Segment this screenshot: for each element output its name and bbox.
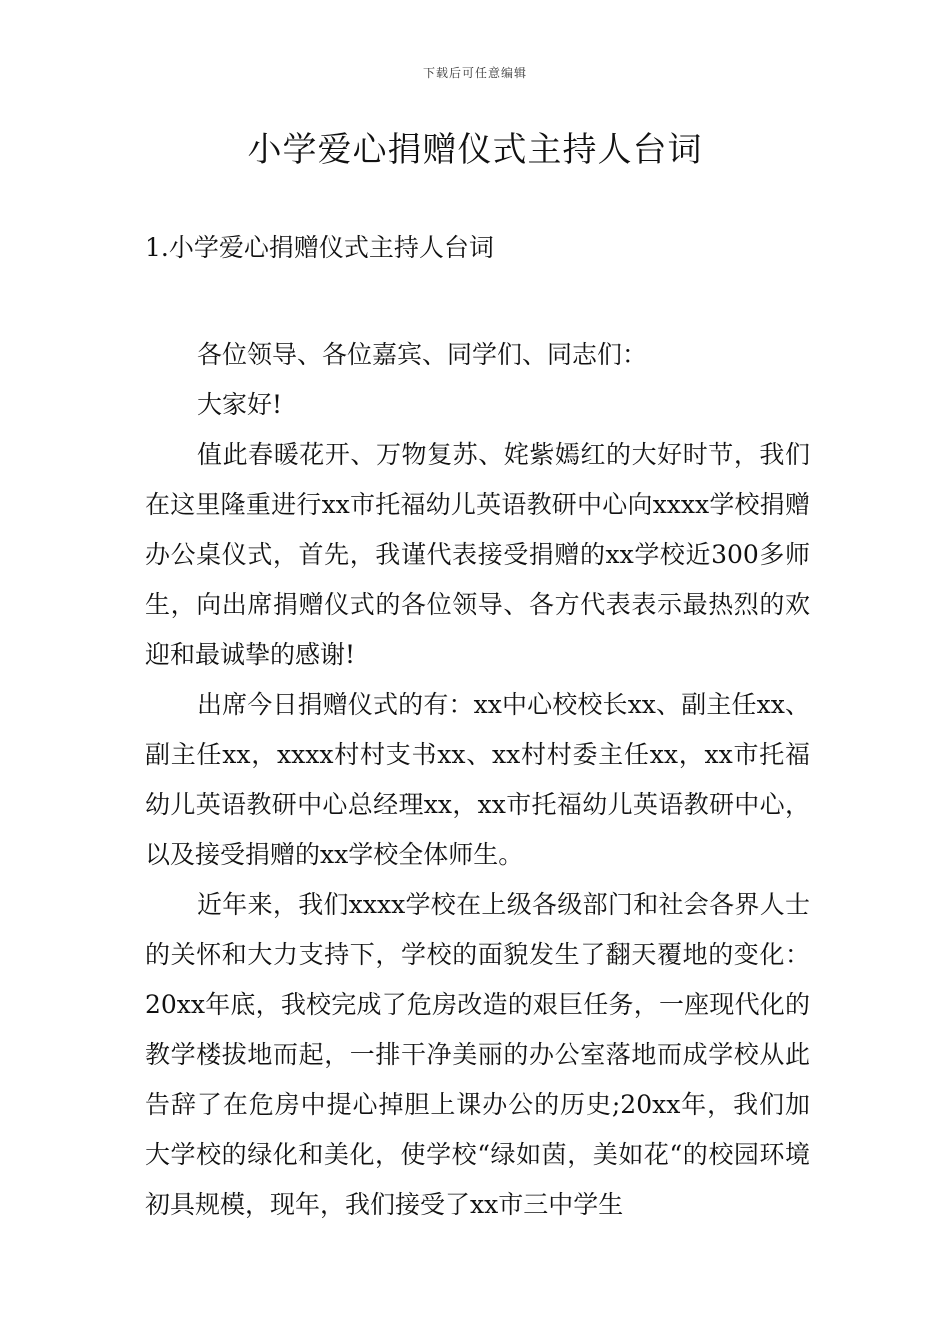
greeting-paragraph: 大家好! [197, 390, 283, 419]
opening-paragraph: 值此春暖花开、万物复苏、姹紫嫣红的大好时节，我们在这里隆重进行xx市托福幼儿英语教研中心向xxxx学校捐赠办公桌仪式，首先，我谨代表接受捐赠的xx学校近300多师生，向出席捐赠仪式的各位领导、各方代表表示最热烈的欢迎和最诚挚的感谢! [145, 440, 810, 669]
salutation-paragraph: 各位领导、各位嘉宾、同学们、同志们： [197, 340, 648, 369]
document-title: 小学爱心捐赠仪式主持人台词 [247, 130, 703, 170]
attendees-paragraph: 出席今日捐赠仪式的有：xx中心校校长xx、副主任xx、副主任xx，xxxx村村支书xx、xx村村委主任xx，xx市托福幼儿英语教研中心总经理xx，xx市托福幼儿英语教研中心，以及接受捐赠的xx学校全体师生。 [145, 690, 810, 869]
school-history-paragraph: 近年来，我们xxxx学校在上级各级部门和社会各界人士的关怀和大力支持下，学校的面貌发生了翻天覆地的变化：20xx年底，我校完成了危房改造的艰巨任务，一座现代化的教学楼拔地而起，一排干净美丽的办公室落地而成学校从此告辞了在危房中提心掉胆上课办公的历史;20xx年，我们加大学校的绿化和美化，使学校“绿如茵，美如花“的校园环境初具规模，现年，我们接受了xx市三中学生 [145, 890, 810, 1219]
page-header-note: 下载后可任意编辑 [422, 66, 527, 80]
document-body [145, 330, 810, 1230]
section-heading: 1.小学爱心捐赠仪式主持人台词 [145, 233, 494, 262]
